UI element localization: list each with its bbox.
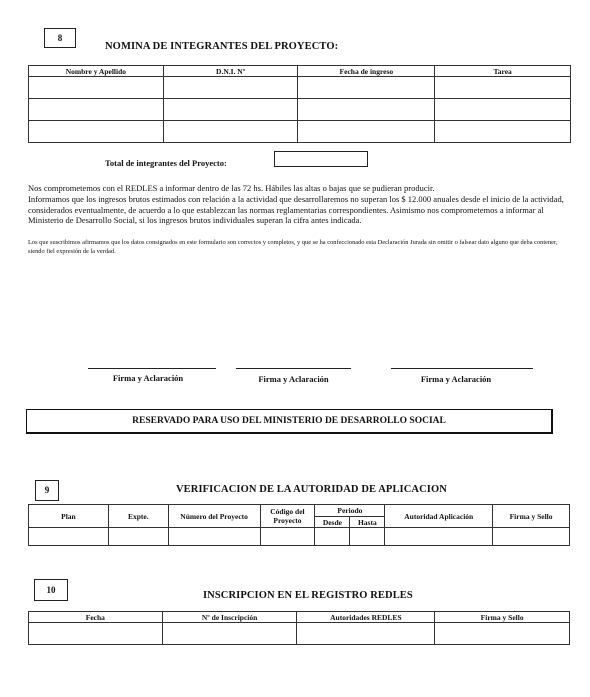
signature-label: Firma y Aclaración [420, 374, 492, 384]
table-cell[interactable] [168, 528, 260, 546]
header-autoridades: Autoridades REDLES [297, 612, 435, 623]
registry-table [28, 611, 570, 645]
header-codigo-proyecto: Código del Proyecto [260, 505, 315, 528]
table-cell[interactable] [435, 121, 571, 143]
members-table [28, 65, 571, 143]
signature-line [88, 368, 216, 369]
table-cell[interactable] [315, 528, 350, 546]
table-cell[interactable] [297, 623, 435, 645]
header-nombre: Nombre y Apellido [29, 66, 164, 77]
table-row [29, 528, 570, 546]
section-10-title: INSCRIPCION EN EL REGISTRO REDLES [203, 590, 413, 601]
table-cell[interactable] [435, 99, 571, 121]
table-cell[interactable] [493, 528, 570, 546]
table-cell[interactable] [29, 528, 109, 546]
table-cell[interactable] [29, 77, 164, 99]
header-firma-sello: Firma y Sello [493, 505, 570, 528]
section-10-number-box: 10 [34, 579, 68, 601]
table-cell[interactable] [29, 99, 164, 121]
table-row [29, 121, 571, 143]
header-hasta: Hasta [350, 517, 385, 528]
section-8-number-box: 8 [44, 28, 76, 48]
header-plan: Plan [29, 505, 109, 528]
table-cell[interactable] [435, 77, 571, 99]
section-8-title: NOMINA DE INTEGRANTES DEL PROYECTO: [105, 41, 339, 52]
header-periodo: Periodo [315, 505, 385, 517]
table-cell[interactable] [29, 623, 163, 645]
table-cell[interactable] [29, 121, 164, 143]
sworn-statement-paragraph: Los que suscribimos afirmamos que los datos consignados en este formulario son correctos y completos, y que se ha confeccionado esta Declaración Jurada sin omitir o falsear dato alguno que deba contener, siendo fiel expresión de la verdad. [28, 239, 558, 255]
table-cell[interactable] [298, 77, 435, 99]
signature-line [236, 368, 351, 369]
section-9-title: VERIFICACION DE LA AUTORIDAD DE APLICACION [176, 484, 447, 495]
table-cell[interactable] [163, 99, 298, 121]
income-paragraph: Informamos que los ingresos brutos estimados con relación a la actividad que desarrollaremos no superan los $ 12.000 anuales desde el inicio de la actividad, considerados eventualmente, de acuerdo a lo que establezcan las normas reglamentarias correspondientes. Asimismo nos comprometemos a informar al Ministerio de Desarrollo Social, si los ingresos brutos individuales superan la cifra antes indicada. [28, 194, 564, 225]
table-cell[interactable] [108, 528, 168, 546]
table-row [29, 623, 570, 645]
signature-label: Firma y Aclaración [112, 373, 184, 383]
table-cell[interactable] [298, 99, 435, 121]
header-dni: D.N.I. Nº [163, 66, 298, 77]
header-numero-proyecto: Número del Proyecto [168, 505, 260, 528]
header-n-inscripcion: Nº de Inscripción [162, 612, 297, 623]
commitment-paragraph: Nos comprometemos con el REDLES a informar dentro de las 72 hs. Hábiles las altas o bajas que se pudieran producir. [28, 183, 435, 193]
header-firma: Firma y Sello [435, 612, 570, 623]
header-autoridad: Autoridad Aplicación [385, 505, 493, 528]
table-cell[interactable] [163, 121, 298, 143]
header-expte: Expte. [108, 505, 168, 528]
header-fecha: Fecha [29, 612, 163, 623]
reserved-banner: RESERVADO PARA USO DEL MINISTERIO DE DESARROLLO SOCIAL [26, 409, 553, 434]
table-cell[interactable] [435, 623, 570, 645]
signature-label: Firma y Aclaración [258, 374, 329, 384]
table-cell[interactable] [163, 77, 298, 99]
total-members-label: Total de integrantes del Proyecto: [105, 158, 227, 168]
signature-line [391, 368, 533, 369]
table-cell[interactable] [260, 528, 315, 546]
table-cell[interactable] [385, 528, 493, 546]
table-row [29, 99, 571, 121]
verification-table [28, 504, 570, 546]
section-9-number-box: 9 [35, 480, 59, 501]
table-row [29, 77, 571, 99]
total-members-field[interactable] [274, 151, 368, 167]
header-desde: Desde [315, 517, 350, 528]
table-cell[interactable] [298, 121, 435, 143]
table-cell[interactable] [350, 528, 385, 546]
header-fecha-ingreso: Fecha de ingreso [298, 66, 435, 77]
table-cell[interactable] [162, 623, 297, 645]
header-tarea: Tarea [435, 66, 571, 77]
